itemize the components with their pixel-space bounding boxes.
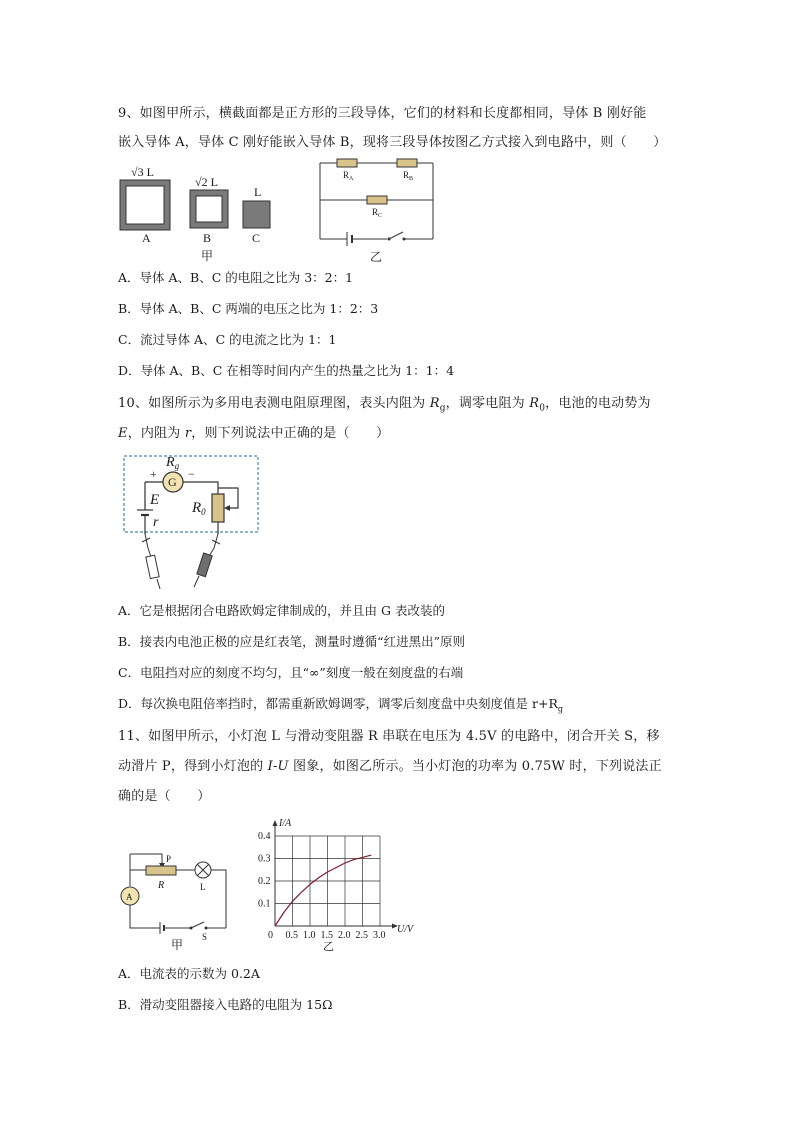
q11-option-a: A．电流表的示数为 0.2A xyxy=(118,966,260,981)
q11-text-line1: 11、如图甲所示，小灯泡 L 与滑动变阻器 R 串联在电压为 4.5V 的电路中，闭合开关 S，移 xyxy=(118,729,660,744)
q10-option-c: C．电阻挡对应的刻度不均匀，且“∞”刻度一般在刻度盘的右端 xyxy=(118,665,464,680)
q9-figure-yi xyxy=(315,155,440,265)
svg-text:P: P xyxy=(166,854,172,864)
svg-text:R0: $R_0$ xyxy=(192,500,206,517)
q9-text-line1: 9、如图甲所示，横截面都是正方形的三段导体，它们的材料和长度都相同，导体 B 刚好能 xyxy=(118,106,647,121)
q10-option-b: B．接表内电池正极的应是红表笔，测量时遵循“红进黑出”原则 xyxy=(118,634,465,649)
q11-text-line3: 确的是（ ） xyxy=(118,789,211,804)
chart-ticks xyxy=(258,831,386,941)
svg-text:Rg: $R_g$ xyxy=(166,455,180,471)
svg-text:L: L xyxy=(200,882,206,892)
q10-ohmmeter-figure xyxy=(120,452,265,592)
x-tick-label: 2.0 xyxy=(338,930,351,941)
dim-c-label: L xyxy=(254,185,262,199)
chart-caption: 乙 xyxy=(323,941,334,953)
dim-b-label: √2 L xyxy=(195,175,218,189)
q9-option-d: D．导体 A、B、C 在相等时间内产生的热量之比为 1：1：4 xyxy=(118,363,455,378)
x-tick-label: 2.5 xyxy=(355,930,368,941)
q9-text-line2: 嵌入导体 A，导体 C 刚好能嵌入导体 B，现将三段导体按图乙方式接入到电路中，则（ ） xyxy=(118,135,667,150)
svg-text:A: A xyxy=(126,892,133,902)
y-tick-label: 0.2 xyxy=(258,876,271,887)
black-probe xyxy=(197,553,212,577)
y-tick-label: 0.1 xyxy=(258,898,271,910)
resistor-ra xyxy=(337,159,357,167)
q9-figure-jia xyxy=(115,160,285,265)
q11-circuit-jia xyxy=(118,848,238,953)
iu-curve xyxy=(275,855,371,926)
label-jia: 甲 xyxy=(201,249,214,263)
resistor-rc xyxy=(367,196,387,204)
q9-option-c: C．流过导体 A、C 的电流之比为 1：1 xyxy=(118,332,337,347)
x-tick-label: 3.0 xyxy=(373,930,386,941)
q11-option-b: B．滑动变阻器接入电路的电阻为 15Ω xyxy=(118,997,333,1012)
label-a: A xyxy=(142,231,151,245)
minus-sign: − xyxy=(188,467,195,481)
y-axis-arrow xyxy=(273,820,278,826)
label-c: C xyxy=(252,231,261,245)
zero-adjust-resistor xyxy=(212,494,224,522)
x-tick-label: 1.0 xyxy=(303,930,316,941)
dim-a-label: √3 L xyxy=(131,165,154,179)
resistor-rb xyxy=(397,159,417,167)
svg-text:S: S xyxy=(202,932,208,942)
svg-text:RB: $R_B$ xyxy=(403,170,414,182)
q10-text-line1: 10、如图所示为多用电表测电阻原理图，表头内阻为 $R_g$，调零电阻为 $R_0$，电池的电动势为 xyxy=(118,396,651,414)
svg-text:G: G xyxy=(168,475,177,489)
switch-lever xyxy=(191,922,204,928)
label-yi: 乙 xyxy=(370,250,383,264)
q10-option-d: D．每次换电阻倍率挡时，都需重新欧姆调零，调零后刻度盘中央刻度值是 $r+R_g$ xyxy=(118,696,563,714)
x-tick-label: 1.5 xyxy=(320,930,333,941)
chart-grid xyxy=(275,836,380,926)
q10-option-a: A．它是根据闭合电路欧姆定律制成的，并且由 G 表改装的 xyxy=(118,603,445,618)
q10-text-line2: E，内阻为 r，则下列说法中正确的是（ ） xyxy=(118,426,390,441)
q9-option-a: A．导体 A、B、C 的电阻之比为 3：2：1 xyxy=(118,270,354,285)
q11-text-line2: 动滑片 P，得到小灯泡的 I-U 图象，如图乙所示。当小灯泡的功率为 0.75W 时，下列说法正 xyxy=(118,759,662,774)
svg-text:RC: $R_C$ xyxy=(372,207,383,219)
svg-text:R: R xyxy=(158,880,165,891)
y-tick-label: 0.3 xyxy=(258,853,271,865)
svg-text:RA: $R_A$ xyxy=(343,170,354,182)
label-b: B xyxy=(203,231,212,245)
y-tick-label: 0.4 xyxy=(258,831,271,842)
x-axis-label: U/V xyxy=(397,924,414,935)
rheostat xyxy=(146,866,176,875)
conductor-b-hole xyxy=(196,196,222,222)
iu-chart xyxy=(248,815,428,955)
x-tick-label: 0 xyxy=(268,930,273,941)
y-axis-label: I/A xyxy=(279,818,292,829)
svg-text:E: E xyxy=(150,492,160,508)
conductor-a-hole xyxy=(126,186,164,224)
svg-text:r: r xyxy=(153,515,159,530)
svg-text:甲: 甲 xyxy=(171,938,184,952)
plus-sign: + xyxy=(150,467,157,481)
x-tick-label: 0.5 xyxy=(285,930,298,941)
switch-lever xyxy=(389,232,403,239)
q9-option-b: B．导体 A、B、C 两端的电压之比为 1：2：3 xyxy=(118,301,379,316)
conductor-c xyxy=(243,201,270,228)
red-probe xyxy=(146,555,159,578)
chart-curve-group xyxy=(275,855,371,926)
